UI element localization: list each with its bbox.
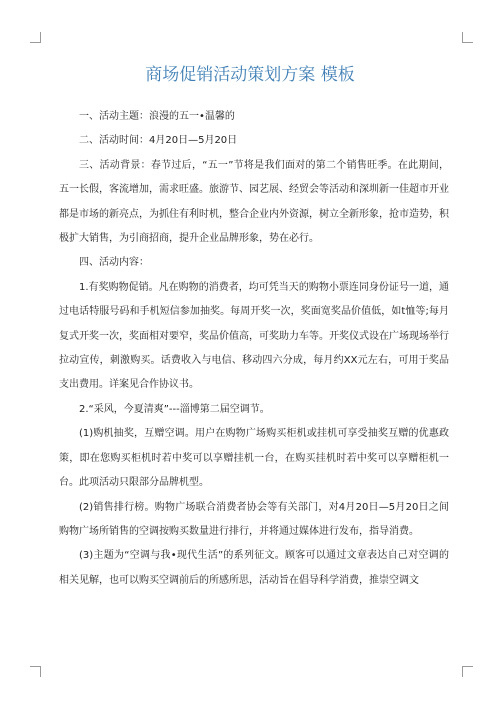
paragraph-theme: 一、活动主题：浪漫的五一•温馨的 xyxy=(79,111,235,122)
document-body xyxy=(59,105,449,593)
crop-mark-top-left xyxy=(30,32,41,43)
paragraph-time: 二、活动时间：4月20日—5月20日 xyxy=(79,135,238,147)
paragraph-ac-lottery: (1)购机抽奖，互赠空调。用户在购物广场购买柜机或挂机可享受抽奖互赠的优惠政策，即在您购买柜机时若中奖可以享赠挂机一台，在购买挂机时若中奖可以享赠柜机一台。此项活动只限部分品牌机型。 xyxy=(59,428,449,489)
paragraph-background: 三、活动背景：春节过后，“五一”节将是我们面对的第二个销售旺季。在此期间，五一长假，客流增加，需求旺盛。旅游节、园艺展、经贸会等活动和深圳新一佳超市开业都是市场的新亮点，为抓住有利时机，整合企业内外资源，树立全新形象，抢市造势，积极扩大销售，为引商招商，提升企业品牌形象，势在必行。 xyxy=(59,159,449,245)
crop-mark-bottom-left xyxy=(30,666,41,677)
paragraph-lottery-promo: 1.有奖购物促销。凡在购物的消费者，均可凭当天的购物小票连同身份证号一道，通过电话特服号码和手机短信参加抽奖。每周开奖一次，奖面宽奖品价值低，如t恤等;每月复式开奖一次，奖面相对要窄，奖品价值高，可奖助力车等。开奖仪式设在广场现场举行拉动宣传，刺激购买。话费收入与电信、移动四六分成，每月约XX元左右，可用于奖品支出费用。详案见合作协议书。 xyxy=(59,281,449,391)
paragraph-ac-festival: 2.“采风，今夏清爽”---淄博第二届空调节。 xyxy=(79,403,270,415)
paragraph-content-heading: 四、活动内容： xyxy=(79,257,149,269)
paragraph-essay-contest: (3)主题为“空调与我•现代生活”的系列征文。顾客可以通过文章表达自己对空调的相关见解，也可以购买空调前后的所感所思，活动旨在倡导科学消费，推崇空调文 xyxy=(59,550,449,586)
document-title: 商场促销活动策划方案 模板 xyxy=(145,65,355,85)
crop-mark-top-right xyxy=(462,32,473,43)
crop-mark-bottom-right xyxy=(462,666,473,677)
paragraph-sales-ranking: (2)销售排行榜。购物广场联合消费者协会等有关部门，对4月20日—5月20日之间购物广场所销售的空调按购买数量进行排行，并将通过媒体进行发布，指导消费。 xyxy=(59,501,449,537)
